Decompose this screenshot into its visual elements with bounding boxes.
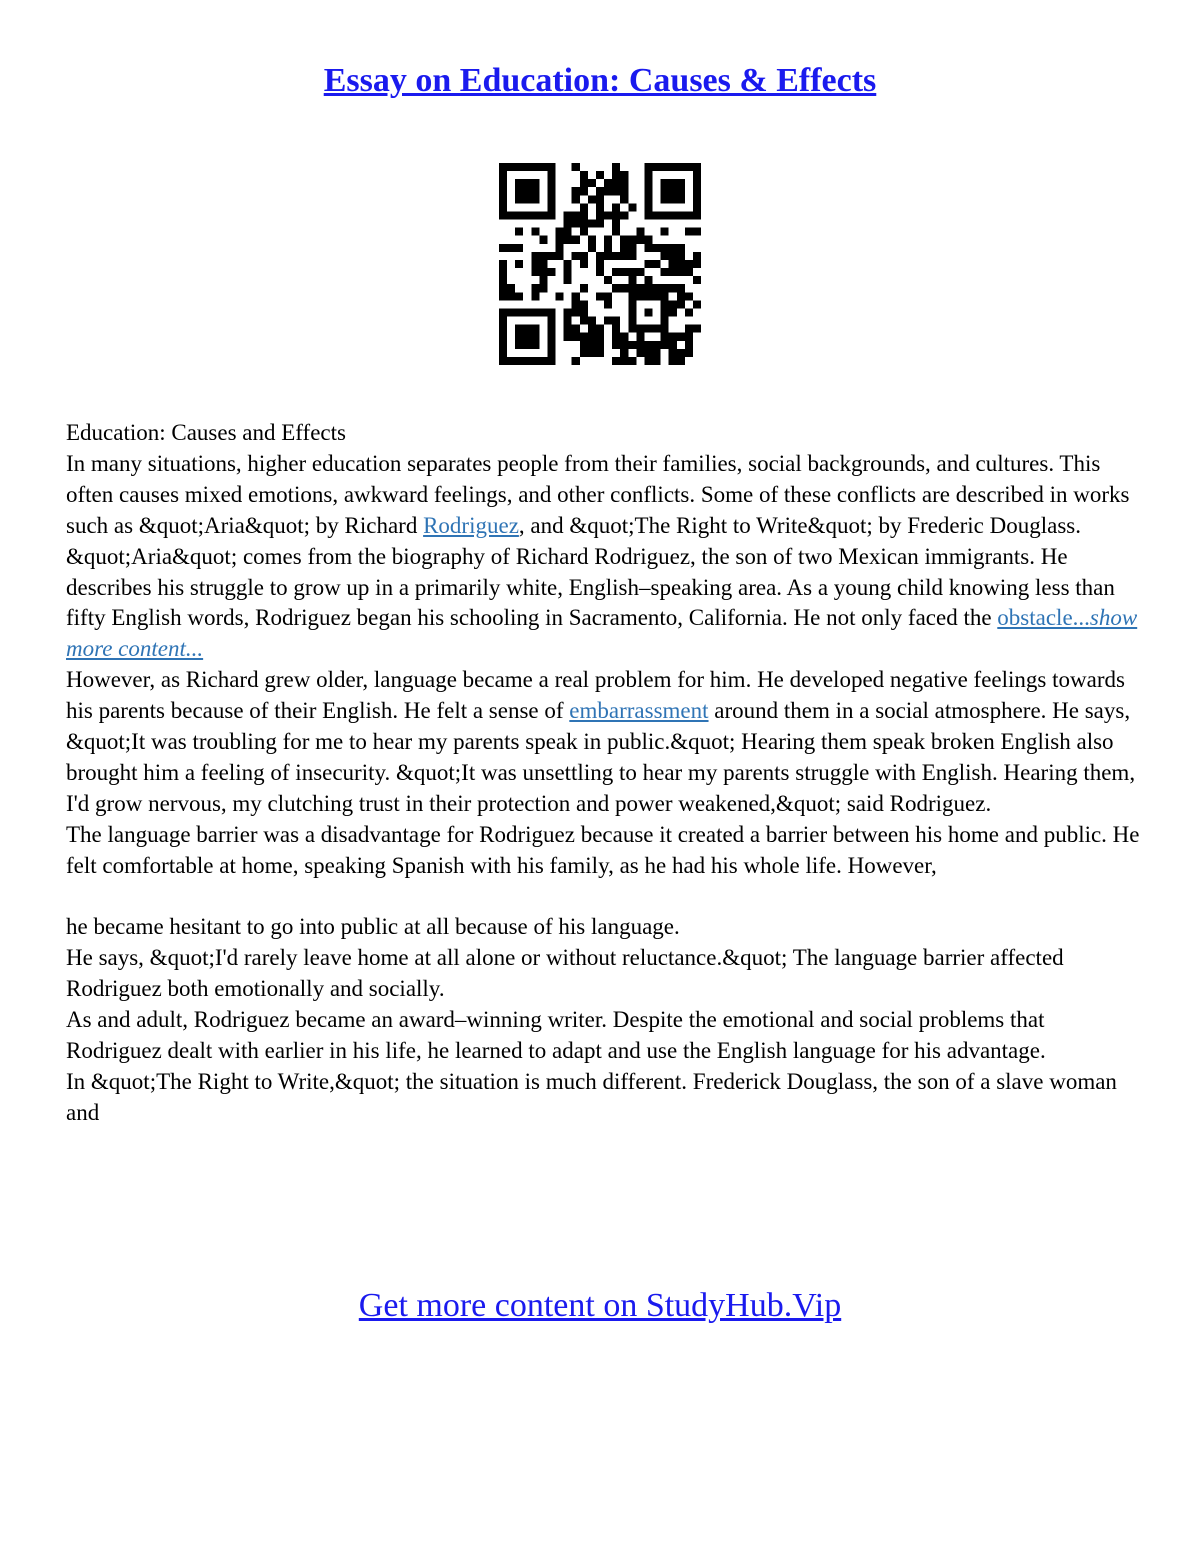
paragraph-intro bbox=[66, 449, 1146, 542]
paragraph-text: around them in a social atmosphere. He says, &quot;It was troubling for me to hear my parents speak in public.&quot; Hearing them speak broken English also brought him a feeling of insecurity. &quot;It was unsettling to hear my parents struggle with English. Hearing them, I'd grow nervous, my clutching trust in their protection and power weakened,&quot; said Rodriguez. bbox=[66, 698, 1136, 816]
paragraph-text: , and &quot;The Right to Write&quot; by Frederic Douglass. bbox=[518, 512, 1081, 538]
paragraph-language bbox=[66, 665, 1146, 820]
studyhub-link[interactable]: Get more content on StudyHub.Vip bbox=[358, 1287, 842, 1324]
rodriguez-link[interactable]: Rodriguez bbox=[423, 512, 519, 538]
paragraph-adult: As and adult, Rodriguez became an award–winning writer. Despite the emotional and social problems that Rodriguez dealt with earlier in his life, he learned to adapt and use the English language for his advantage. bbox=[66, 1007, 1046, 1064]
obstacle-link[interactable]: obstacle... bbox=[997, 605, 1090, 631]
paragraph-aria bbox=[66, 542, 1146, 666]
paragraph-douglass: In &quot;The Right to Write,&quot; the situation is much different. Frederick Douglass, the son of a slave woman and bbox=[66, 1069, 1117, 1125]
paragraph-gap bbox=[66, 882, 1146, 913]
essay-title bbox=[0, 62, 1200, 100]
qr-code-icon bbox=[499, 163, 701, 365]
paragraph-text: In many situations, higher education separates people from their families, social backgrounds, and cultures. This often causes mixed emotions, awkward feelings, and other conflicts. Some of these conflicts are described in works such as &quot;Aria&quot; by Richard bbox=[66, 450, 1130, 538]
paragraph-barrier: The language barrier was a disadvantage for Rodriguez because it created a barrier between his home and public. He felt comfortable at home, speaking Spanish with his family, as he had his whole life. However, bbox=[66, 821, 1140, 878]
embarrassment-link[interactable]: embarrassment bbox=[569, 698, 709, 724]
paragraph-text: &quot;Aria&quot; comes from the biography of Richard Rodriguez, the son of two Mexican immigrants. He describes his struggle to grow up in a primarily white, English–speaking area. As a young child knowing less than fifty English words, Rodriguez began his schooling in Sacramento, California. He not only faced the bbox=[66, 543, 1115, 631]
section-heading: Education: Causes and Effects bbox=[66, 420, 346, 445]
show-more-link[interactable]: show more content... bbox=[66, 605, 1138, 662]
paragraph-hesitant: he became hesitant to go into public at all because of his language. bbox=[66, 914, 680, 940]
footer bbox=[0, 1287, 1200, 1325]
paragraph-quote: He says, &quot;I'd rarely leave home at all alone or without reluctance.&quot; The language barrier affected Rodriguez both emotionally and socially. bbox=[66, 945, 1064, 1002]
essay-title-link[interactable]: Essay on Education: Causes & Effects bbox=[323, 62, 877, 99]
essay-body bbox=[66, 418, 1146, 1129]
paragraph-text: However, as Richard grew older, language became a real problem for him. He developed negative feelings towards his parents because of their English. He felt a sense of bbox=[66, 667, 1125, 724]
